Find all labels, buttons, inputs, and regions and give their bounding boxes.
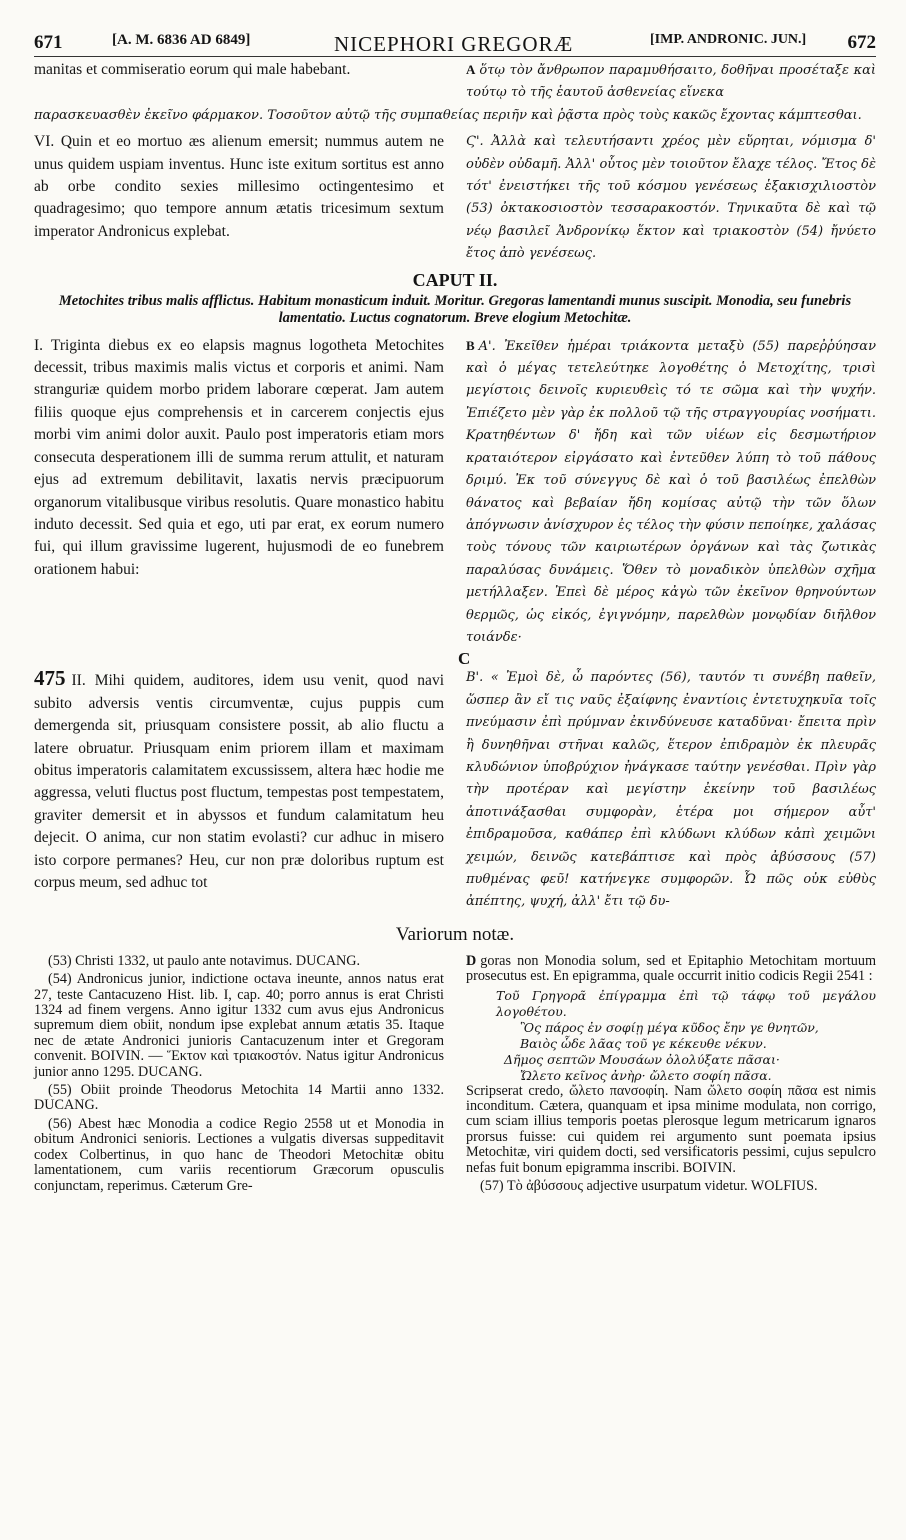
epigram-line: Ὤλετο κεῖνος ἀνὴρ· ὤλετο σοφίη πᾶσα. bbox=[520, 1067, 772, 1083]
section-2 bbox=[34, 667, 876, 913]
latin-section-2 bbox=[34, 667, 444, 913]
note-55: (55) Obiit proinde Theodorus Metochita 14 Martii anno 1332. DUCANG. bbox=[34, 1082, 444, 1114]
notes-heading: Variorum notæ. bbox=[395, 923, 515, 945]
notes-right-column bbox=[466, 954, 876, 1198]
margin-letter-c: C bbox=[458, 649, 471, 669]
latin-section-6: VI. Quin et eo mortuo æs alienum emersit; nummus autem ne unus quidem uspiam inventus. Hunc iste exitum sortitus est anno ab orbe condito sexies millesimo octingentesimo et quadragesimo; quo tempore annum ætatis tricesimum sextum imperator Andronicus explebat. bbox=[34, 133, 444, 240]
margin-letter-a: A bbox=[466, 62, 476, 77]
latin-section-2-text: II. Mihi quidem, auditores, idem usu venit, quod navi subito adversis ventis circumventæ, cujus puppis cum demergenda sit, priusquam consistere possit, ab alio fluctu a latere obruatur. Priusquam enim priorem illam et maximam obitus imperatoris calamitatem excussissem, altera hæc hodie me aggressa, veluti fluctus post fluctum, tempestas post tempestatem, graviter demersit et in abyssos et fundum calamitatum heu dejecit. O anima, cur non statim evolasti? cur adhuc in misero isto corpore permanes? Heu, cur non præ doloribus ruptum est corpus meum, sed adhuc tot bbox=[34, 672, 444, 891]
section-6 bbox=[34, 131, 876, 265]
margin-letter-b: B bbox=[466, 337, 475, 353]
chapter-title: CAPUT II. bbox=[412, 269, 498, 290]
epigram bbox=[466, 988, 876, 1084]
greek-section-6: Ϛ'. Ἀλλὰ καὶ τελευτήσαντι χρέος μὲν εὕρηται, νόμισμα δ' οὐδὲν οὐδαμῆ. Ἀλλ' οὗτος μὲν τοιοῦτον ἔλαχε τέλος. Ἔτος δὲ τότ' ἐνειστήκει τῆς τοῦ κόσμου γενέσεως ἑξακισχιλιοστὸν (53) ὀκτακοσιοστὸν τεσσαρακοστόν. Τηνικαῦτα δὲ καὶ τῷ νέῳ βασιλεῖ Ἀνδρονίκῳ ἕκτον καὶ τριακοστὸν (54) ἤνύετο ἔτος ἀπὸ γενέσεως. bbox=[466, 134, 876, 262]
notes-left-column bbox=[34, 954, 444, 1198]
page-header bbox=[34, 26, 876, 57]
note-56-continued-text: goras non Monodia solum, sed et Epitaphio Metochitam mortuum prosecutus est. En epigramma, quale occurrit initio codicis Regii 2541 : bbox=[466, 952, 876, 985]
greek-section-2: Β'. « Ἐμοὶ δὲ, ὦ παρόντες (56), ταυτόν τι συνέβη παθεῖν, ὥσπερ ἂν εἴ τις ναῦς ἐξαίφνης ἐναντίοις ἐντετυχηκυῖα τοῖς πνεύμασιν ἐπὶ πρύμναν ἐκινδύνευσε καταδῦναι· ἔπειτα πρὶν ἢ δυνηθῆναι στῆναι καλῶς, ἕτερον ἐπιδραμὸν ἐκ πλευρᾶς κλυδώνιον ὑποβρύχιον ἠνάγκασε ταύτην γενέσθαι. Πρὶν γὰρ τὴν προτέραν καὶ μεγίστην ἐκείνην τοῦ βασιλέως ἀποτινάξασθαι συμφορὰν, ἑτέρα μοι σήμερον αὖτ' ἐπιδραμοῦσα, καθάπερ ἐπὶ κλύδωνι κλύδων κἀπὶ χειμῶνι χειμών, δεινῶς κατεβάπτισε καὶ πρὸς ἀβύσσους (57) πυθμένας φεῦ! κατήνεγκε συμφορῶν. Ὦ πῶς οὐκ εὐθὺς ἀπέπτης, ψυχή, ἀλλ' ἔτι τῷ δυ- bbox=[466, 670, 876, 910]
note-56-commentary: Scripserat credo, ὤλετο πανσοφίη. Nam ὤλετο σοφίη πᾶσα est nimis inconditum. Cætera, quanquam et ipsa minime modulata, non corrigo, cum sciam illius temporis poetas plerosque legum metricarum ignaros prorsus fuisse: cui quidem rei argumento sunt poemata ipsius Metochitæ, viri quidem docti, sed versificatoris pessimi, cujus sepulcro nefas fuit bonum epigramma inscribi. BOIVIN. bbox=[466, 1082, 876, 1176]
date-reference-left: [A. M. 6836 AD 6849] bbox=[112, 32, 251, 48]
notes-block bbox=[34, 954, 876, 1198]
running-title: NICEPHORI GREGORÆ bbox=[334, 32, 574, 56]
section-1 bbox=[34, 335, 876, 650]
page bbox=[34, 26, 876, 1526]
latin-continuation: manitas et commiseratio eorum qui male habebant. bbox=[34, 61, 351, 78]
greek-continuation-text: ὅτῳ τὸν ἄνθρωπον παραμυθήσαιτο, δοθῆναι προσέταξε καὶ τούτῳ τὸ τῆς ἑαυτοῦ ἀσθενείας εἵνεκα bbox=[466, 63, 876, 101]
greek-full-width-line: παρασκευασθὲν ἐκεῖνο φάρμακον. Τοσοῦτον αὐτῷ τῆς συμπαθείας περιῆν καὶ ῥᾷστα πρὸς τοὺς κακῶς ἔχοντας κάμπτεσθαι. bbox=[34, 107, 862, 123]
page-number-right: 672 bbox=[847, 32, 876, 53]
epigram-line: Ὃς πάρος ἐν σοφίῃ μέγα κῦδος ἔην γε θνητῶν, bbox=[520, 1019, 819, 1035]
latin-section-1: I. Triginta diebus ex eo elapsis magnus logotheta Metochites decessit, tribus maximis malis victus et corporis et animi. Nam stranguriæ quidem morbo pridem laborare cœperat. Jam autem filiis quoque ejus comprehensis et in carcerem conjectis ejus morbi vim animi dolor auxit. Paulo post imperatoris etiam mors consecuta desperationem illi de summa rerum attulit, et naturam ejus ad extremum debilitavit, laxatis nervis præcipuorum organorum vitalibusque viribus resolutis. Quare monastico habitu induto decessit. Sed quia et ego, uti par erat, ex eorum numero fui, qui illum gravissime lugerent, hujusmodi de eo funebrem orationem habui: bbox=[34, 336, 444, 578]
margin-letter-d: D bbox=[466, 952, 477, 969]
note-57: (57) Τὸ ἀβύσσους adjective usurpatum videtur. WOLFIUS. bbox=[480, 1178, 818, 1195]
reign-reference-right: [IMP. ANDRONIC. JUN.] bbox=[650, 32, 807, 47]
note-54: (54) Andronicus junior, indictione octava ineunte, annos natus erat 27, teste Cantacuzeno Hist. lib. I, cap. 40; porro annus is erat Christi 1324 ad finem vergens. Anno igitur 1332 cum avus ejus Andronicus supremum diem obiit, nondum ipse explebat annum ætatis 35. Itaque nec de ætate Andronici junioris Cantacuzenum inter et Gregoram convenit. BOIVIN. — Ἕκτον καὶ τριακοστόν. Natus igitur Andronicus junior anno 1295. DUCANG. bbox=[34, 971, 444, 1080]
note-56-continued bbox=[466, 954, 876, 985]
top-continuation bbox=[34, 59, 876, 105]
column-number: 475 bbox=[34, 666, 66, 691]
chapter-summary: Metochites tribus malis afflictus. Habitum monasticum induit. Moritur. Gregoras lamentandi munus suscipit. Monodia, seu funebris lamentatio. Luctus cognatorum. Breve elogium Metochitæ. bbox=[58, 292, 852, 326]
note-56: (56) Abest hæc Monodia a codice Regio 2558 ut et Monodia in obitum Andronici senioris. Lectiones a vulgatis diversas suppeditavit codex Colbertinus, in quo hanc de Theodori Metochitæ obitu lamentationem, cum variis recentiorum Græcorum opusculis conjunctam, reperimus. Cæterum Gre- bbox=[34, 1115, 444, 1194]
epigram-line: Δῆμος σεπτῶν Μουσάων ὀλολύξατε πᾶσαι· bbox=[504, 1051, 780, 1067]
greek-section-1-text: Α'. Ἐκεῖθεν ἡμέραι τριάκοντα μεταξὺ (55) παρεῤῥύησαν καὶ ὁ μέγας τετελεύτηκε λογοθέτης ὁ Μετοχίτης, τρισὶ μεγίστοις δεινοῖς κυριευθεὶς τό τε σῶμα καὶ τὴν ψυχήν. Ἐπιέζετο μὲν γὰρ ἐκ πολλοῦ τῷ τῆς στραγγουρίας νοσήματι. Κρατηθέντων δ' ἤδη καὶ τῶν υἱέων εἰς δεσμωτήριον κραταιότερον εἰργάσατο καὶ ἐντεῦθεν λύπη τὸ τοῦ πάθους δριμύ. Ἐκ τοῦ σύνεγγυς δὲ καὶ ὁ τοῦ βασιλέως ἐπελθὼν θάνατος καὶ βεβαίαν ἤδη κομίσας αὐτῷ τὴν τῶν ὅλων ἀπόγνωσιν ἀνίσχυρον ἐς τέλος τὴν φύσιν πεποίηκε, χαλάσας τοὺς τόνους τῶν καιριωτέρων ὀργάνων καὶ τὰς ζωτικὰς παραλύσας δυνάμεις. Ὅθεν τὸ μοναδικὸν ὑπελθὼν σχῆμα μετήλλαξεν. Ἐπεὶ δὲ μέρος κἀγὼ τῶν ἐκεῖνον θρηνούντων θερμῶς, ὡς εἰκός, ἐγιγνόμην, παρελθὼν μονῳδίαν διῆλθον τοιάνδε· bbox=[466, 338, 876, 645]
epigram-title: Τοῦ Γρηγορᾶ ἐπίγραμμα ἐπὶ τῷ τάφῳ τοῦ μεγάλου λογοθέτου. bbox=[496, 987, 876, 1019]
greek-continuation bbox=[466, 59, 876, 105]
page-number-left: 671 bbox=[34, 32, 63, 53]
greek-section-1 bbox=[466, 335, 876, 650]
note-53: (53) Christi 1332, ut paulo ante notavimus. DUCANG. bbox=[48, 952, 361, 969]
epigram-line: Βαιὸς ὧδε λᾶας τοῦ γε κέκευθε νέκυν. bbox=[520, 1035, 767, 1051]
